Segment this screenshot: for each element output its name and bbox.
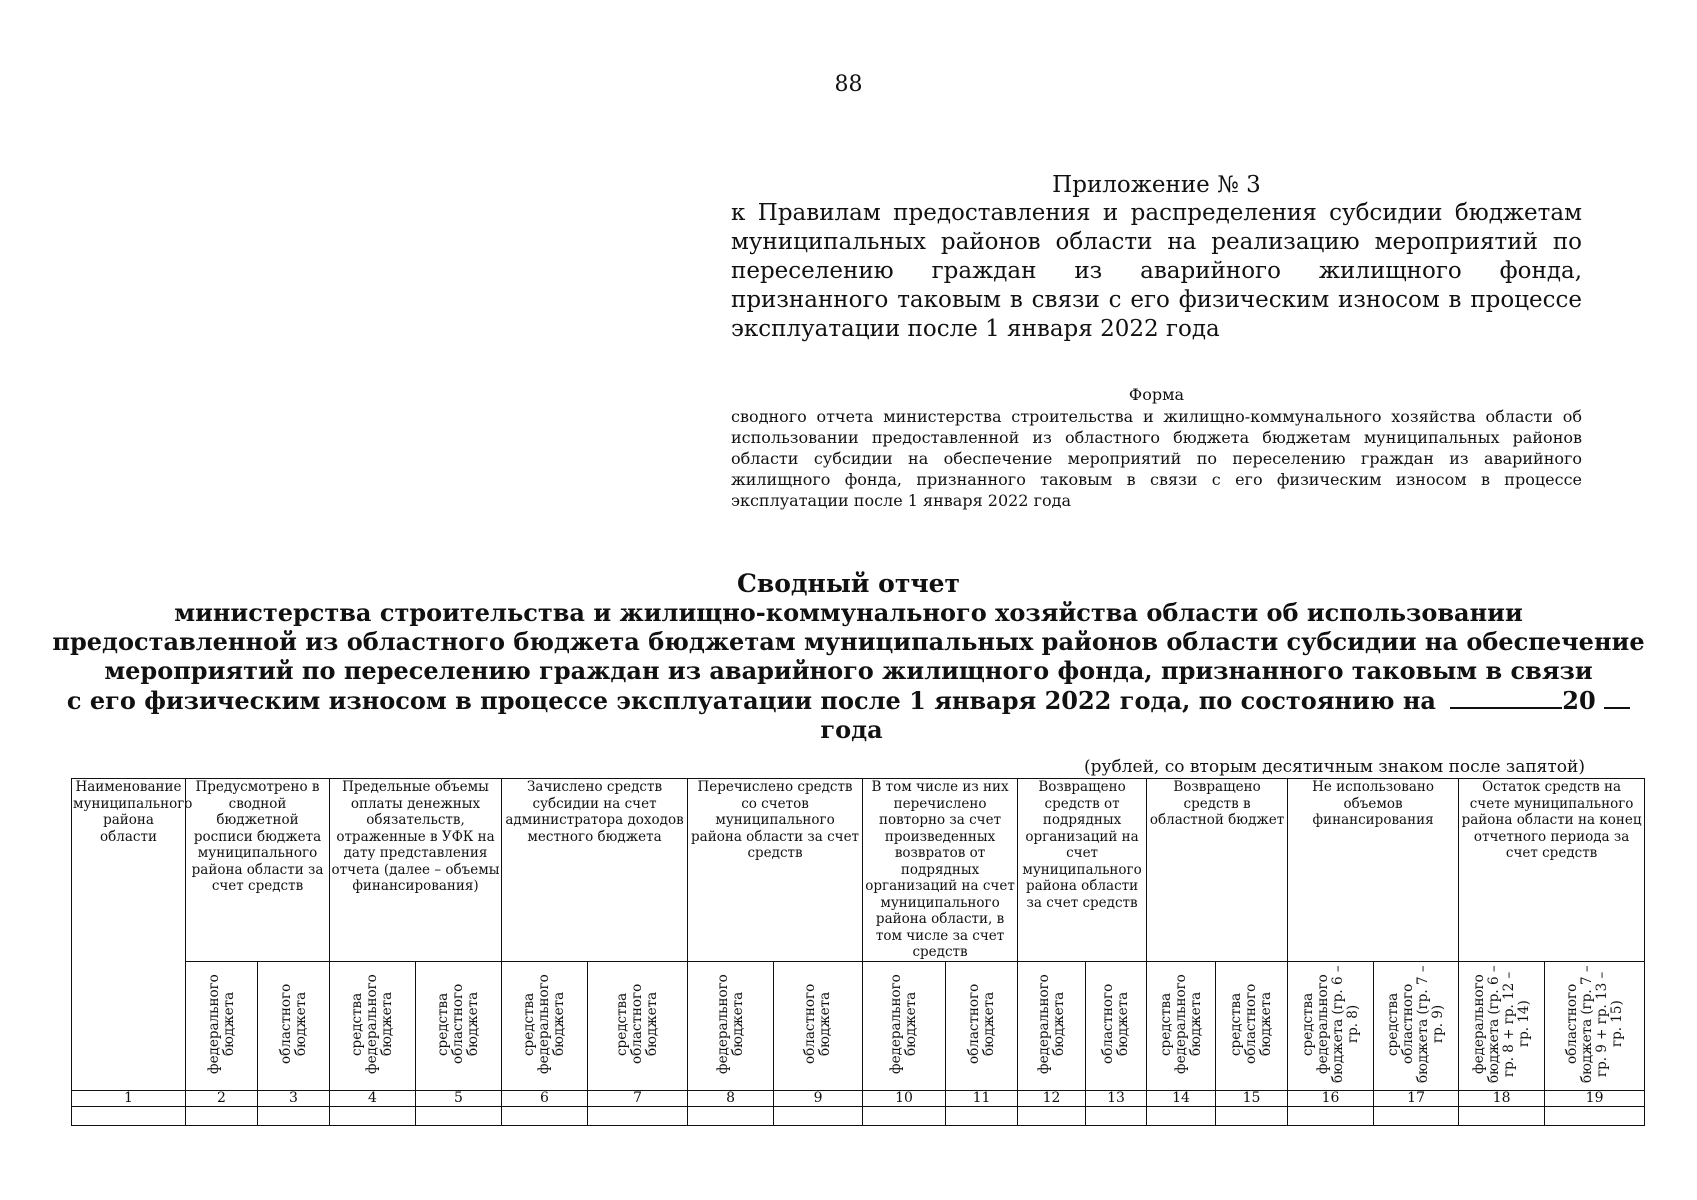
units-note: (рублей, со вторым десятичным знаком после запятой) [1083,757,1585,777]
report-title-line-4-suffix: года [820,715,883,744]
subheader-cell [1147,961,1216,1091]
header-returned-to-regional-budget: Возвращено средств в областной бюджет [1147,779,1288,962]
subheader-label: федерального бюджета [205,973,237,1074]
column-number: 16 [1288,1091,1374,1107]
table-cell [330,1107,416,1126]
table-cell [774,1107,863,1126]
table-cell [863,1107,946,1126]
column-number: 8 [688,1091,774,1107]
report-title: Сводный отчет [736,569,961,598]
table-cell [588,1107,688,1126]
column-number: 2 [186,1091,258,1107]
subheader-label: средства федерального бюджета (гр. 6 – гр. 8) [1299,964,1361,1083]
header-unused-funding: Не использовано объемов финансирования [1288,779,1459,962]
column-number-row [72,1091,1645,1107]
table-header-row [72,779,1645,962]
subheader-label: средства областного бюджета [614,983,661,1064]
column-number: 4 [330,1091,416,1107]
subheader-cell [330,961,416,1091]
subheader-cell [1545,961,1645,1091]
subheader-cell [258,961,330,1091]
subheader-label: областного бюджета [802,983,834,1064]
subheader-cell [1216,961,1288,1091]
table-cell [72,1107,186,1126]
column-number: 10 [863,1091,946,1107]
table-cell [688,1107,774,1126]
subheader-cell [688,961,774,1091]
form-description: сводного отчета министерства строительства и жилищно-коммунального хозяйства области об использовании предоставленной из областного бюджета бюджетам муниципальных районов области субсидии на обеспечение мероприятий по переселению граждан из аварийного жилищного фонда, признанного таковым в связи с его физическим износом в процессе эксплуатации после 1 января 2022 года [731,407,1582,510]
header-retransferred-funds: В том числе из них перечислено повторно за счет произведенных возвратов от подрядных организаций на счет муниципального района области, в том числе за счет средств [863,779,1018,962]
table-cell [1018,1107,1086,1126]
column-number: 9 [774,1091,863,1107]
subheader-label: областного бюджета (гр. 7 – гр. 9 + гр. 13 – гр. 15) [1563,964,1625,1083]
report-table [71,778,1645,1126]
subheader-label: средства областного бюджета [1228,983,1275,1064]
column-number: 13 [1086,1091,1147,1107]
header-planned-in-budget: Предусмотрено в сводной бюджетной росписи бюджета муниципального района области за счет средств [186,779,330,962]
column-number: 7 [588,1091,688,1107]
subheader-cell [1288,961,1374,1091]
header-returned-from-contractors: Возвращено средств от подрядных организаций на счет муниципального района области за счет средств [1018,779,1147,962]
table-cell [1086,1107,1147,1126]
appendix-title: Приложение № 3 [1052,172,1261,198]
table-subheader-row [72,961,1645,1091]
table-cell [1374,1107,1459,1126]
subheader-label: федерального бюджета [888,973,920,1074]
report-title-line-4 [40,685,1657,744]
header-district-name: Наименование муниципального района области [72,779,186,1091]
column-number: 12 [1018,1091,1086,1107]
form-label: Форма [1128,385,1185,404]
subheader-cell [1018,961,1086,1091]
column-number: 18 [1459,1091,1545,1107]
subheader-cell [502,961,588,1091]
subheader-label: федерального бюджета (гр. 6 – гр. 8 + гр. 12 – гр. 14) [1470,964,1532,1083]
report-title-line-3: мероприятий по переселению граждан из аварийного жилищного фонда, признанного таковым в связи [104,656,1593,685]
table-cell [186,1107,258,1126]
subheader-label: средства федерального бюджета [1157,973,1204,1074]
subheader-label: средства областного бюджета (гр. 7 – гр. 9) [1385,964,1447,1083]
subheader-label: средства федерального бюджета [349,973,396,1074]
subheader-label: федерального бюджета [1035,973,1067,1074]
year-blank [1604,685,1630,709]
subheader-label: средства федерального бюджета [521,973,568,1074]
subheader-label: областного бюджета [277,983,309,1064]
table-cell [946,1107,1018,1126]
header-transferred-funds: Перечислено средств со счетов муниципального района области за счет средств [688,779,863,962]
report-year-prefix: 20 [1562,686,1596,715]
subheader-cell [946,961,1018,1091]
subheader-cell [863,961,946,1091]
table-cell [1216,1107,1288,1126]
header-credited-subsidy: Зачислено средств субсидии на счет администратора доходов местного бюджета [502,779,688,962]
column-number: 5 [416,1091,502,1107]
subheader-cell [186,961,258,1091]
subheader-cell [416,961,502,1091]
report-title-line-1: министерства строительства и жилищно-коммунального хозяйства области об использовании [174,598,1523,627]
column-number: 15 [1216,1091,1288,1107]
column-number: 3 [258,1091,330,1107]
table-cell [1147,1107,1216,1126]
subheader-cell [1374,961,1459,1091]
subheader-cell [1459,961,1545,1091]
subheader-cell [774,961,863,1091]
page-number: 88 [834,72,863,97]
header-funding-limits: Предельные объемы оплаты денежных обязательств, отраженные в УФК на дату представления отчета (далее – объемы финансирования) [330,779,502,962]
column-number: 17 [1374,1091,1459,1107]
table-cell [1459,1107,1545,1126]
subheader-cell [588,961,688,1091]
table-row-empty [72,1107,1645,1126]
report-heading [40,569,1657,744]
column-number: 6 [502,1091,588,1107]
subheader-label: областного бюджета [1100,983,1132,1064]
table-cell [1288,1107,1374,1126]
subheader-label: федерального бюджета [714,973,746,1074]
table-cell [1545,1107,1645,1126]
column-number: 14 [1147,1091,1216,1107]
column-number: 11 [946,1091,1018,1107]
header-end-balance: Остаток средств на счете муниципального района области на конец отчетного периода за счет средств [1459,779,1645,962]
subheader-label: областного бюджета [965,983,997,1064]
date-blank [1450,685,1562,709]
table-cell [416,1107,502,1126]
subheader-label: средства областного бюджета [435,983,482,1064]
table-cell [502,1107,588,1126]
report-title-line-2: предоставленной из областного бюджета бюджетам муниципальных районов области субсидии на обеспечение [52,627,1645,656]
table-cell [258,1107,330,1126]
appendix-text: к Правилам предоставления и распределения субсидии бюджетам муниципальных районов области на реализацию мероприятий по переселению граждан из аварийного жилищного фонда, признанного таковым в связи с его физическим износом в процессе эксплуатации после 1 января 2022 года [731,200,1582,342]
report-title-line-4-prefix: с его физическим износом в процессе эксплуатации после 1 января 2022 года, по состоянию на [66,686,1436,715]
column-number: 1 [72,1091,186,1107]
subheader-cell [1086,961,1147,1091]
column-number: 19 [1545,1091,1645,1107]
